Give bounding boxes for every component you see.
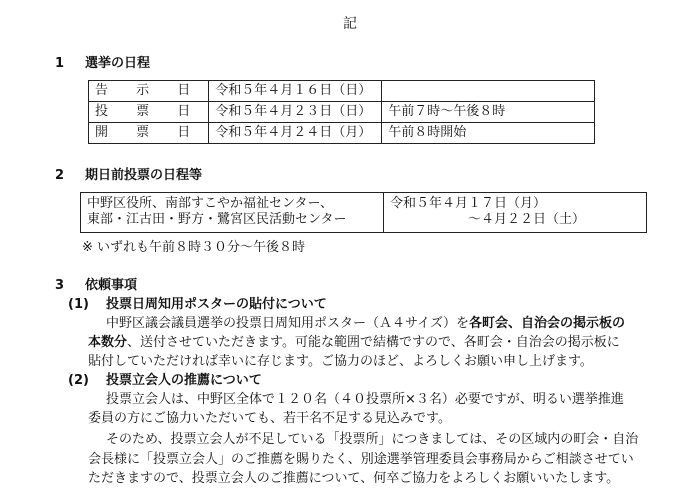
section-2-number: 2 [55,168,65,183]
schedule-time [382,81,595,102]
schedule-label: 告 示 日 [89,81,209,102]
section-3-heading: 依頼事項 [85,278,138,293]
table-row [81,193,647,233]
item-1-line-3: 貼付していただければ幸いに存じます。ご協力のほど、よろしくお願い申し上げます。 [88,354,593,369]
early-voting-period [384,193,647,233]
item-2-line-5: ただきますので、投票立会人のご推薦について、何卒ご協力をよろしくお願いいたします。 [88,471,620,486]
item-1-heading: 投票日周知用ポスターの貼付について [106,297,327,312]
schedule-date: 令和５年４月１６日（日） [209,81,382,102]
section-3-number: 3 [55,278,65,293]
schedule-date: 令和５年４月２３日（日） [209,102,382,123]
section-2-heading: 期日前投票の日程等 [85,168,203,183]
item-2-line-1: 投票立会人は、中野区全体で１２０名（４０投票所×３名）必要ですが、明るい選挙推進 [106,392,624,407]
item-1-text: 、送付させていただきます。可能な範囲で結構ですので、各町会・自治会の掲示板に [127,335,620,350]
schedule-time: 午前８時開始 [382,123,595,144]
document-title: 記 [343,16,357,32]
schedule-label: 投 票 日 [89,102,209,123]
item-2-number: (2) [68,373,89,388]
item-1-number: (1) [68,297,89,312]
item-2-line-4: 会長様に「投票立会人」のご推薦を賜りたく、別途選挙管理委員会事務局からご相談させてい [88,452,634,467]
period-line: 令和５年４月１７日（月） [390,196,547,211]
location-line: 中野区役所、南部すこやか福祉センター、 [87,196,333,211]
item-2-heading: 投票立会人の推薦について [106,373,262,388]
item-1-emphasis: 各町会、自治会の掲示板の [468,316,625,331]
table-row [89,81,595,102]
schedule-date: 令和５年４月２４日（月） [209,123,382,144]
early-voting-table [80,192,647,233]
table-row [89,123,595,144]
early-voting-locations [81,193,384,233]
schedule-label: 開 票 日 [89,123,209,144]
early-voting-note: ※ いずれも午前８時３０分～午後８時 [82,240,306,255]
period-line: ～４月２２日（土） [468,212,586,228]
section-1-number: 1 [55,56,65,71]
item-1-line-2 [88,335,620,351]
table-row [89,102,595,123]
item-1-text: 中野区議会議員選挙の投票日周知用ポスター（Ａ４サイズ）を [106,316,469,331]
schedule-time: 午前７時～午後８時 [382,102,595,123]
item-2-line-2: 委員の方にご協力いただいても、若干名不足する見込みです。 [88,411,451,426]
item-2-line-3: そのため、投票立会人が不足している「投票所」につきましては、その区域内の町会・自治 [106,432,639,447]
election-schedule-table [88,80,595,144]
item-1-line-1 [106,316,625,332]
location-line: 東部・江古田・野方・鷺宮区民活動センター [87,212,347,228]
item-1-emphasis: 本数分 [88,335,128,350]
section-1-heading: 選挙の日程 [85,56,151,71]
